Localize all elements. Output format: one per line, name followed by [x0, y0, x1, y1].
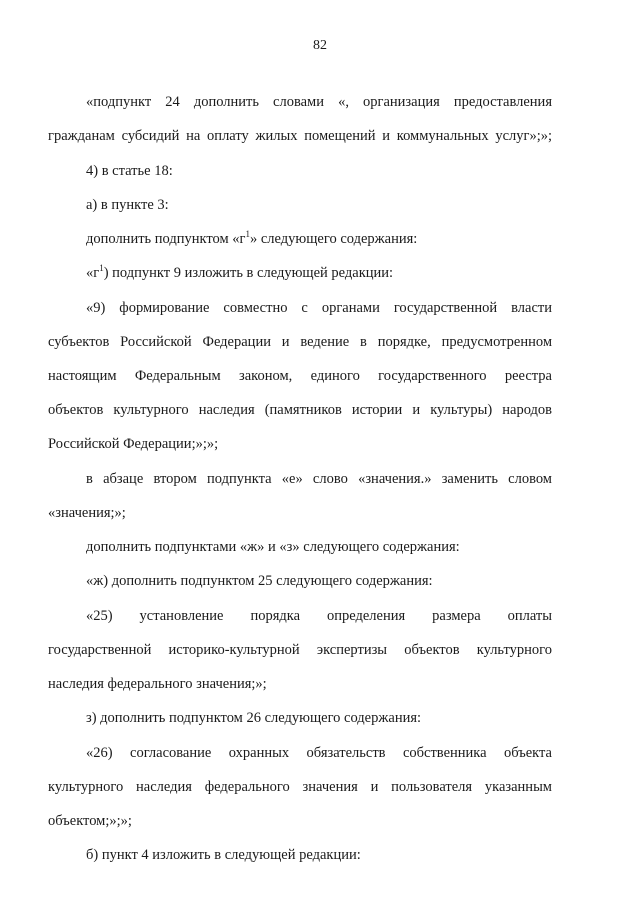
text-line-11: Российской Федерации;»;»; — [48, 436, 219, 452]
text-line-23: б) пункт 4 изложить в следующей редакции: — [86, 847, 361, 863]
text-line-19: з) дополнить подпунктом 26 следующего содержания: — [86, 710, 422, 726]
text-line-1: «подпункт 24 дополнить словами «, организация предоставления — [86, 94, 552, 110]
text-line-7: «9) формирование совместно с органами государственной власти — [86, 300, 552, 316]
text-line-20: «26) согласование охранных обязательств собственника объекта — [86, 745, 552, 761]
text-fragment: «г — [86, 265, 100, 281]
text-line-16: «25) установление порядка определения размера оплаты — [86, 608, 552, 624]
text-line-3: 4) в статье 18: — [86, 163, 173, 179]
text-line-14: дополнить подпунктами «ж» и «з» следующего содержания: — [86, 539, 460, 555]
text-fragment: дополнить подпунктом «г — [86, 231, 246, 247]
text-line-9: настоящим Федеральным законом, единого государственного реестра — [48, 368, 552, 384]
text-line-6 — [86, 264, 393, 282]
text-line-2: гражданам субсидий на оплату жилых помещений и коммунальных услуг»;»; — [48, 128, 552, 144]
text-line-21: культурного наследия федерального значения и пользователя указанным — [48, 779, 552, 795]
superscript: 1 — [99, 263, 104, 273]
text-fragment: ) подпункт 9 изложить в следующей редакции: — [103, 265, 394, 281]
text-line-18: наследия федерального значения;»; — [48, 676, 267, 692]
text-line-22: объектом;»;»; — [48, 813, 132, 829]
text-line-12: в абзаце втором подпункта «е» слово «значения.» заменить словом — [86, 471, 552, 487]
page-number: 82 — [313, 38, 327, 53]
text-line-17: государственной историко-культурной экспертизы объектов культурного — [48, 642, 552, 658]
text-line-5 — [86, 230, 417, 248]
text-line-8: субъектов Российской Федерации и ведение в порядке, предусмотренном — [48, 334, 552, 350]
superscript: 1 — [245, 229, 250, 239]
text-line-15: «ж) дополнить подпунктом 25 следующего содержания: — [86, 573, 433, 589]
text-line-10: объектов культурного наследия (памятников истории и культуры) народов — [48, 402, 552, 418]
text-line-13: «значения;»; — [48, 505, 126, 521]
text-line-4: а) в пункте 3: — [86, 197, 169, 213]
text-fragment: » следующего содержания: — [250, 231, 418, 247]
